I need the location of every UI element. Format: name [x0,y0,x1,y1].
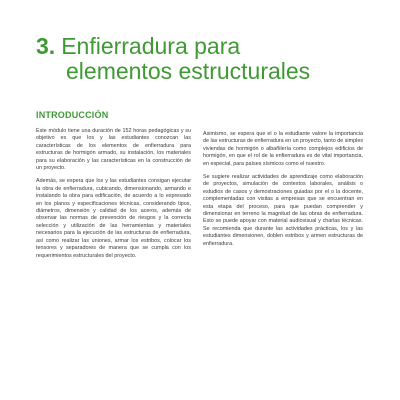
chapter-number: 3. [36,33,56,59]
paragraph: Asimismo, se espera que el o la estudiante valore la importancia de las estructuras de enfierradura en un proyecto, tanto de simples viviendas de hormigón o albañilería como complejos edificios de hormigón, en que el rol de la enfierradura es de vital importancia, en especial, para países sísmicos como el nuestro. [203,131,364,167]
paragraph: Este módulo tiene una duración de 152 horas pedagógicas y su objetivo es que los y las estudiantes conozcan las características de los elementos de enfierradura para estructuras de hormigón armado, su instalación, los materiales para su elaboración y las características en la construcción de un proyecto. [36,128,191,172]
paragraph: Se sugiere realizar actividades de aprendizaje como elaboración de proyectos, simulación de contextos laborales, análisis o estudios de casos y demostraciones guiadas por el o la docente, complementadas con visitas a empresas que se encuentran en esta etapa del proceso, para que puedan comprender y dimensionar en terreno la magnitud de las obras de enfierradura. Esto se puede apoyar con material audiovisual y charlas técnicas. Se recomienda que durante las actividades prácticas, los y las estudiantes dimensionen, doblen estribos y armen estructuras de enfierradura. [203,174,363,247]
chapter-title [36,34,376,84]
chapter-title-line-2: elementos estructurales [66,58,311,84]
right-text-column [203,131,363,254]
paragraph: Además, se espera que los y las estudiantes consigan ejecutar la obra de enfierradura, cubicando, dimensionando, armando e instalando la obra para edificación, de acuerdo a lo expresado en los planos y especificaciones técnicas, considerando tipos, diámetros, dimensión y calidad de los aceros, además de observar las normas de prevención de riesgos y la correcta selección y utilización de las herramientas y materiales necesarios para la ejecución de las estructuras de enfierradura, así como realizar las uniones, armar los estribos, colocar los tensores y separadores de manera que se cumpla con los requerimientos estructurales del proyecto. [36,178,191,259]
chapter-title-line-1: Enfierradura para [61,33,241,59]
left-text-column [36,128,191,266]
section-heading: INTRODUCCIÓN [36,110,109,120]
